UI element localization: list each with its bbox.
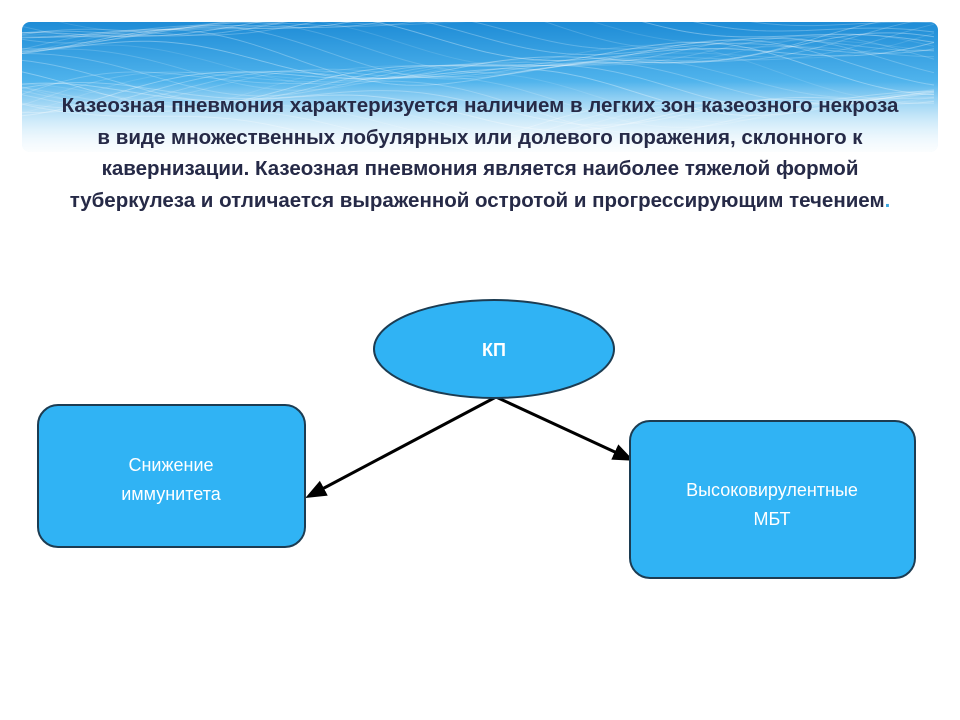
center-node-label: КП xyxy=(482,340,506,360)
left-node-label-line2: иммунитета xyxy=(121,484,221,504)
left-node-shape xyxy=(38,405,305,547)
right-node xyxy=(630,421,915,578)
arrow-to-right-node xyxy=(496,397,630,459)
description-text: Казеозная пневмония характеризуется наличием в легких зон казеозного некроза в виде множественных лобулярных или долевого поражения, склонного к кавернизации. Казеозная пневмония является наиболее тяжелой формой туберкулеза и отличается выраженной остротой и прогрессирующим течением xyxy=(61,94,899,212)
center-node xyxy=(374,300,614,398)
right-node-label-line1: Высоковирулентные xyxy=(686,480,858,500)
right-node-label-line2: МБТ xyxy=(753,509,791,529)
left-node-label-line1: Снижение xyxy=(128,455,214,475)
arrow-to-left-node xyxy=(309,397,496,496)
description-end-dot: . xyxy=(884,188,891,212)
left-node xyxy=(38,405,305,547)
